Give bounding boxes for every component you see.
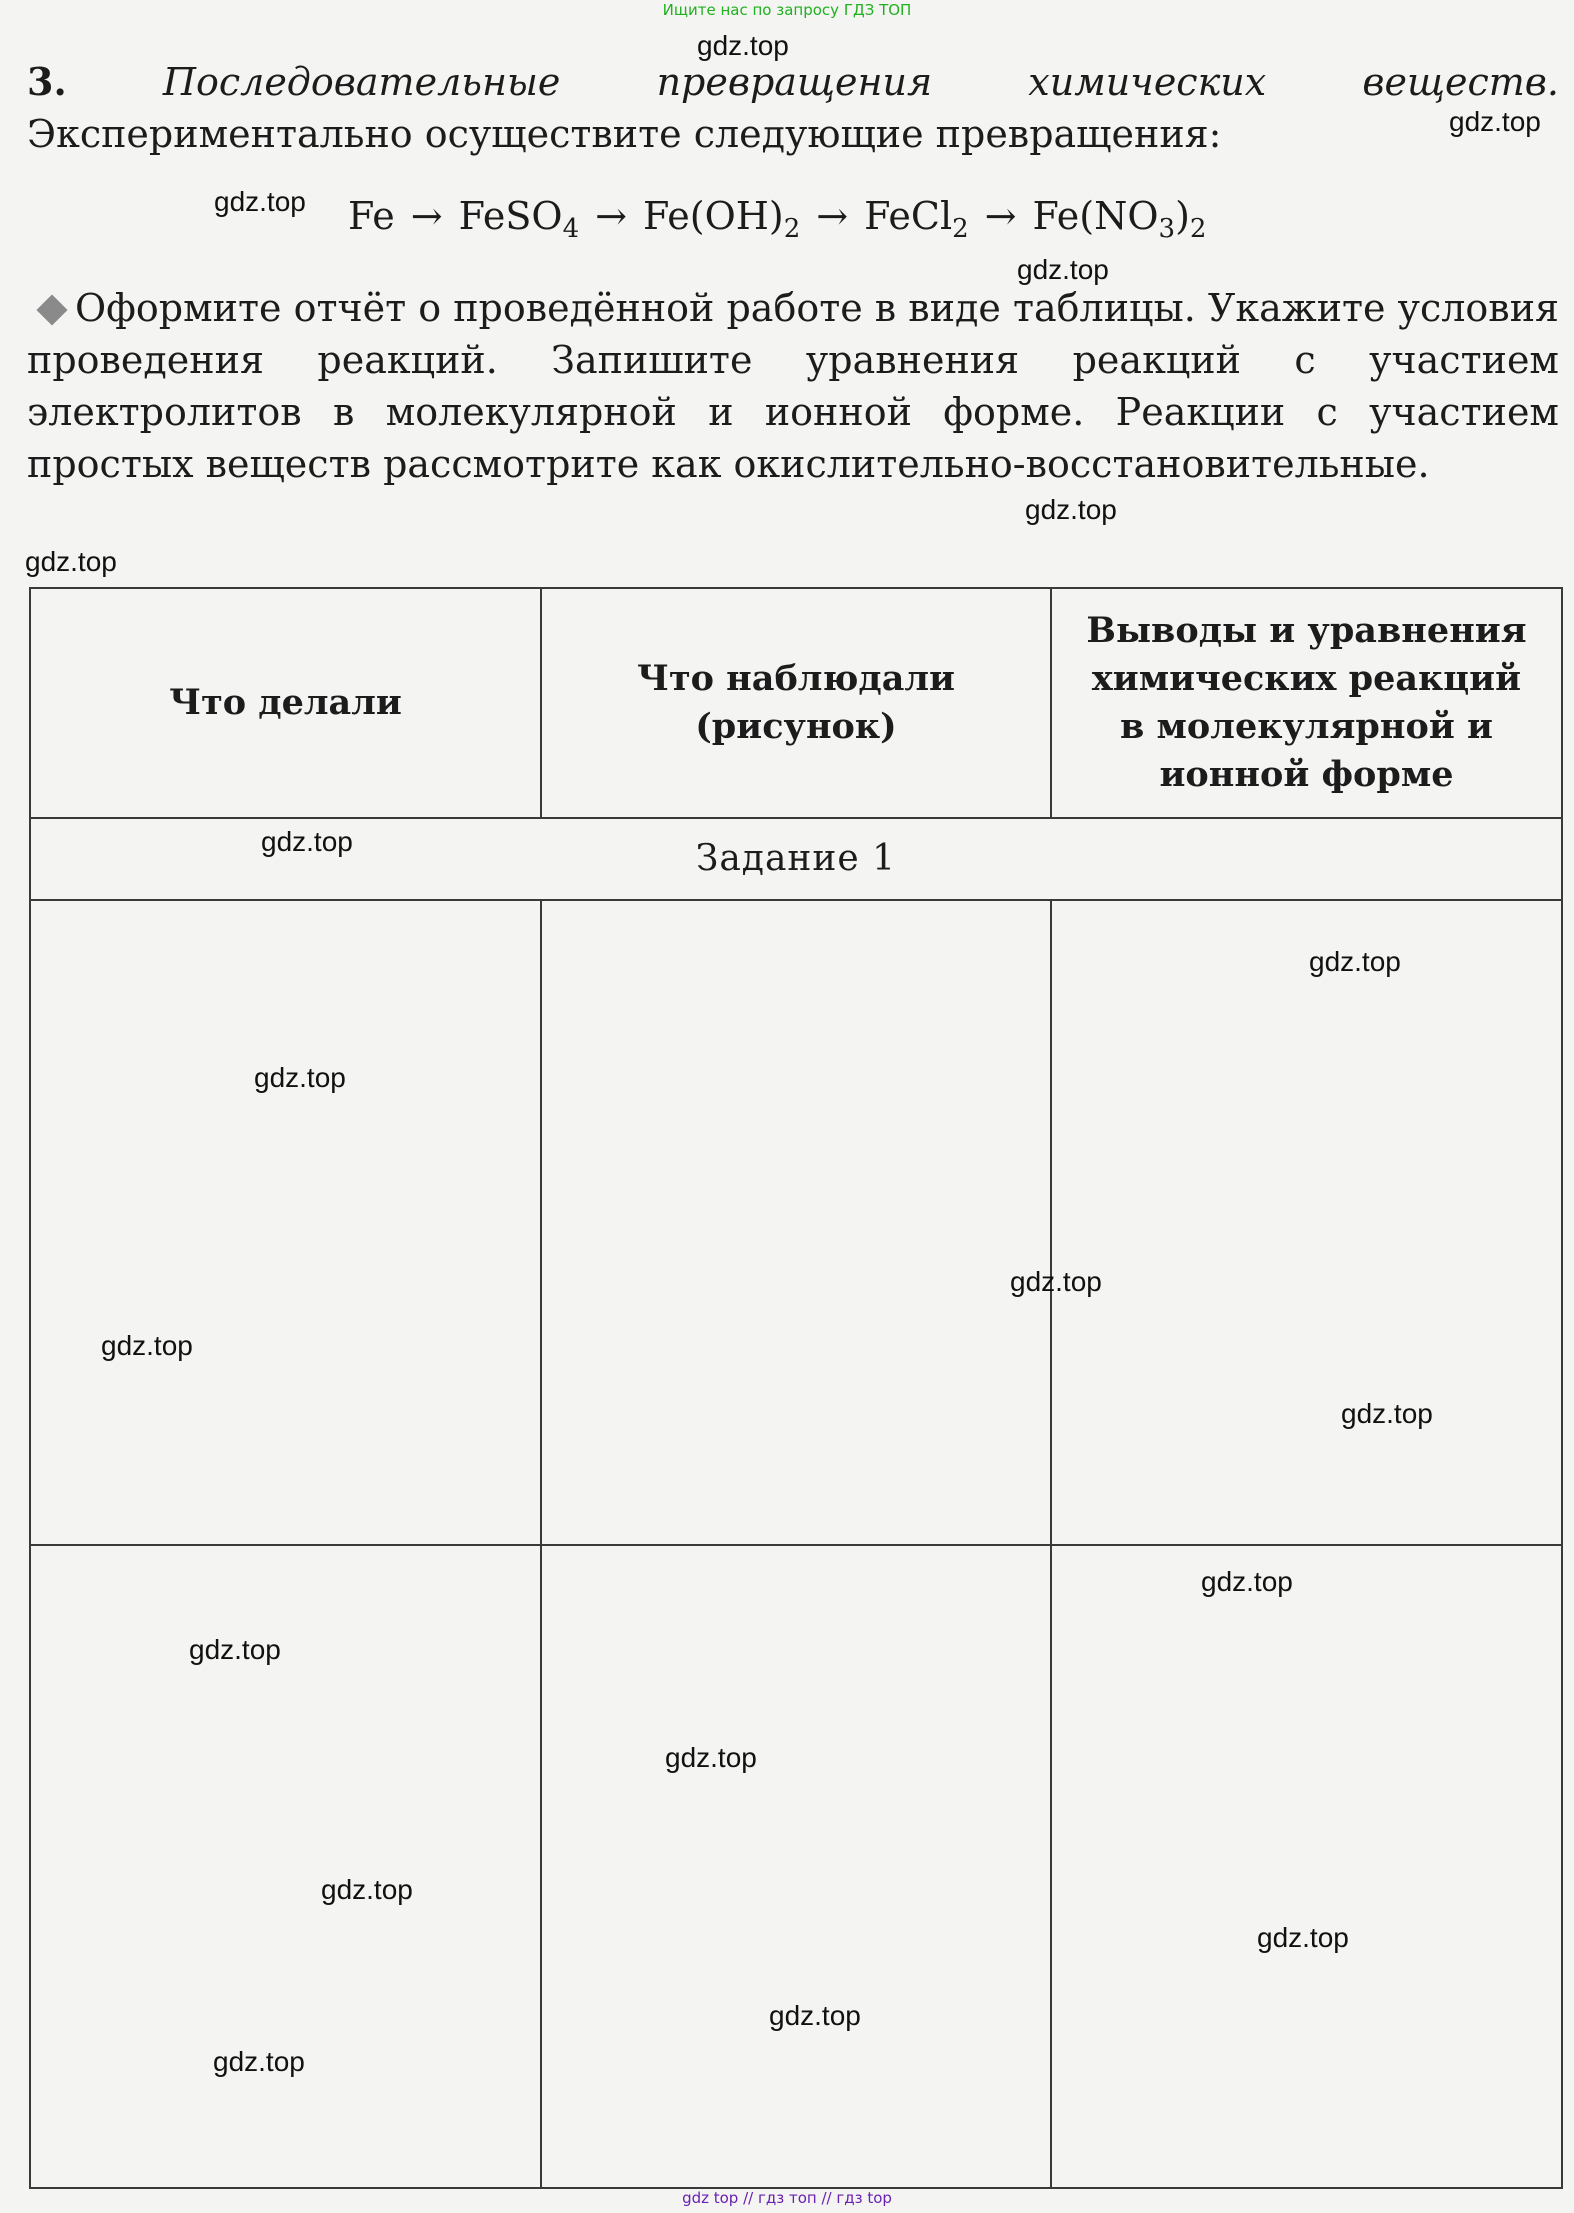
watermark: gdz.top	[214, 186, 306, 217]
arrow-icon: →	[984, 194, 1017, 238]
watermark: gdz.top	[101, 1330, 193, 1361]
watermark: gdz.top	[321, 1874, 413, 1905]
watermark: gdz.top	[1025, 494, 1117, 525]
arrow-icon: →	[595, 194, 627, 238]
top-banner-link[interactable]: Ищите нас по запросу ГДЗ ТОП	[662, 1, 912, 19]
table-cell[interactable]	[30, 900, 541, 1545]
table-cell[interactable]	[30, 1545, 541, 2188]
watermark: gdz.top	[1010, 1266, 1102, 1297]
arrow-icon: →	[816, 194, 849, 238]
watermark: gdz.top	[1309, 946, 1401, 977]
table-cell[interactable]	[1051, 900, 1562, 1545]
task-row-label: Задание 1	[30, 818, 1562, 900]
formula-fecl2: FeCl$_2$	[864, 194, 969, 244]
formula-fe: Fe	[348, 194, 395, 238]
watermark: gdz.top	[189, 1634, 281, 1665]
table-row	[30, 900, 1562, 1545]
task-title: Последовательные превращения химических веществ.	[162, 60, 1559, 104]
instructions	[27, 282, 1559, 490]
header-what-done: Что делали	[30, 588, 541, 818]
watermark: gdz.top	[1017, 254, 1109, 285]
watermark: gdz.top	[1341, 1398, 1433, 1429]
table-cell[interactable]	[541, 1545, 1051, 2188]
table-header-row	[30, 588, 1562, 818]
watermark: gdz.top	[697, 30, 789, 61]
task-row	[30, 818, 1562, 900]
watermark: gdz.top	[1449, 106, 1541, 137]
transformation-chain	[348, 190, 1348, 242]
watermark: gdz.top	[254, 1062, 346, 1093]
watermark: gdz.top	[1257, 1922, 1349, 1953]
watermark: gdz.top	[25, 546, 117, 577]
task-intro-text: Экспериментально осуществите следующие превращения:	[27, 112, 1222, 156]
table-cell[interactable]	[541, 900, 1051, 1545]
header-what-observed: Что наблюдали (рисунок)	[541, 588, 1051, 818]
watermark: gdz.top	[261, 826, 353, 857]
watermark: gdz.top	[1201, 1566, 1293, 1597]
table-cell[interactable]	[1051, 1545, 1562, 2188]
watermark: gdz.top	[213, 2046, 305, 2077]
diamond-bullet-icon	[36, 294, 67, 325]
watermark: gdz.top	[769, 2000, 861, 2031]
instructions-text: Оформите отчёт о проведённой работе в виде таблицы. Укажите условия проведения реакций. Запишите уравнения реакций с участием электролитов в молекулярной и ионной форме. Реакции с участием простых веществ рассмотрите как окислительно-восстановительные.	[27, 286, 1559, 486]
bottom-banner-link[interactable]: gdz top // гдз топ // гдз top	[682, 2189, 892, 2207]
task-number: 3.	[27, 59, 67, 104]
task-intro	[27, 56, 1559, 160]
watermark: gdz.top	[665, 1742, 757, 1773]
arrow-icon: →	[410, 194, 443, 238]
formula-feoh2: $Fe(OH)_2$	[642, 194, 801, 244]
formula-feno32: $Fe(NO_3)_2$	[1032, 194, 1207, 244]
formula-feso4: FeSO$_4$	[458, 194, 580, 244]
header-conclusions: Выводы и уравнения химических реакций в молекулярной и ионной форме	[1051, 588, 1562, 818]
